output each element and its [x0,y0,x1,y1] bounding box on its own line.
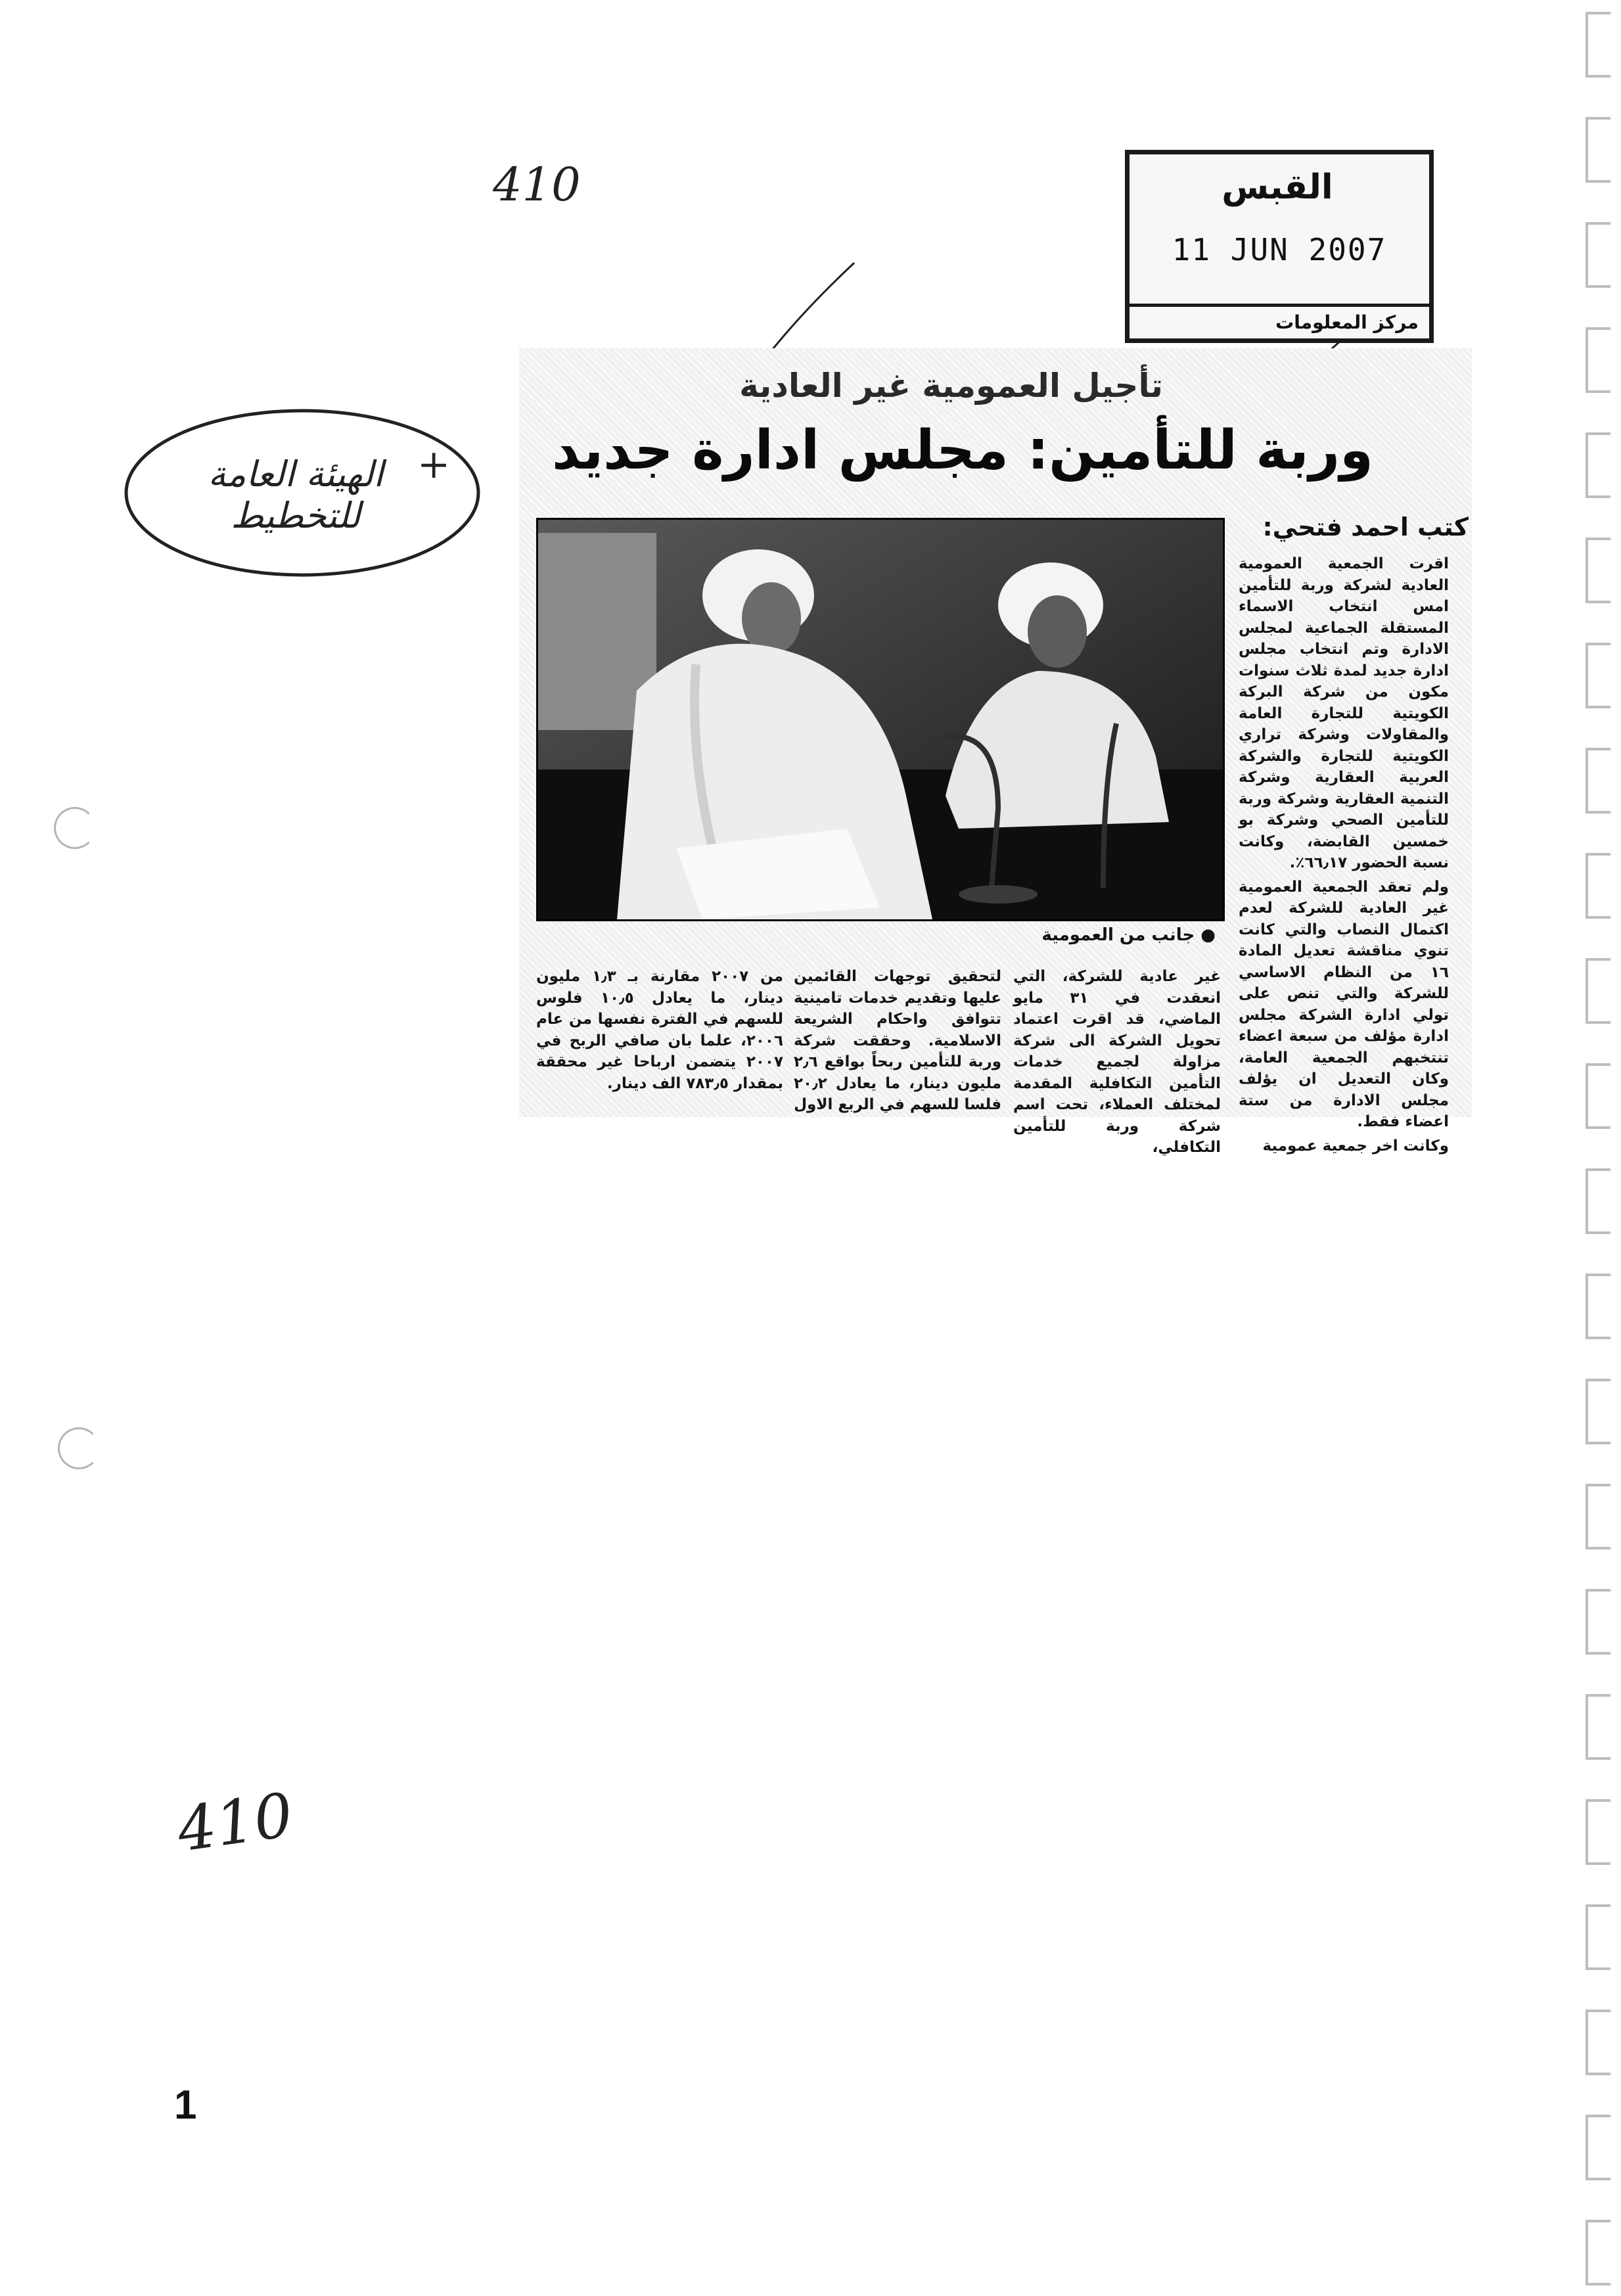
binder-tab [1586,1484,1610,1550]
article-column: لتحقيق توجهات القائمين عليها وتقديم خدمات تامينية تتوافق واحكام الشريعة الاسلامية. وحققت شركة وربة للتأمين ربحاً بواقع ٢٫٦ مليون دينار، ما يعادل ٢٠٫٢ فلسا للسهم في الربع الاول [794,968,1001,1113]
binder-tab [1586,327,1610,393]
article-photo [536,518,1225,921]
binder-tab [1586,12,1610,78]
circled-note-text: الهيئة العامة للتخطيط [208,453,384,536]
binder-tab [1586,1904,1610,1970]
binder-tab [1586,117,1610,183]
photo-caption: ● جانب من العمومية [1041,925,1216,945]
binder-tab [1586,2009,1610,2075]
article-byline: كتب احمد فتحي: [1262,513,1469,541]
handwritten-lower-number: 410 [173,1779,298,1866]
binder-tab [1586,1799,1610,1865]
handwritten-mark: + [417,442,451,488]
binder-tab [1586,643,1610,708]
binder-tab [1586,1168,1610,1234]
article-paragraph: ولم تعقد الجمعية العمومية غير العادية للشركة لعدم اكتمال النصاب والتي كانت تنوي مناقشة تعديل المادة ١٦ من النظام الاساسي للشركة والتي تنص على تولي ادارة الشركة مجلس ادارة مؤلف من سبعة اعضاء تنتخبهم الجمعية العامة، وكان التعديل ان يؤلف مجلس الادارة من ستة اعضاء فقط. [1239,878,1449,1130]
binder-tab [1586,1063,1610,1129]
stamp-footer: مركز المعلومات [1130,304,1429,338]
binder-tab [1586,538,1610,603]
article-paragraph: وكانت اخر جمعية عمومية [1262,1137,1449,1155]
newspaper-logo: القبس [1221,168,1333,207]
binder-tab [1586,1379,1610,1444]
stamp-date: 11 JUN 2007 [1172,232,1387,267]
handwritten-number: 410 [493,158,581,212]
binder-tab [1586,2220,1610,2285]
punch-hole [54,807,96,849]
article-column: غير عادية للشركة، التي انعقدت في ٣١ مايو الماضي، قد اقرت اعتماد تحويل الشركة الى شركة مزاولة لجميع خدمات التأمين التكافلية المقدمة لمختلف العملاء، تحت اسم شركة وربة للتأمين التكافلي، [1013,968,1221,1156]
punch-hole [58,1427,100,1469]
newspaper-date-stamp [1125,150,1434,343]
binder-tab [1586,748,1610,814]
binder-tab [1586,958,1610,1024]
newspaper-clipping [519,348,1472,1156]
binder-tab-strip [1580,0,1621,2296]
binder-tab [1586,1274,1610,1339]
binder-tab [1586,2115,1610,2180]
article-column: من ٢٠٠٧ مقارنة بـ ١٫٣ مليون دينار، ما يعادل ١٠٫٥ فلوس للسهم في الفترة نفسها من عام ٢٠٠٦، علما بان صافي الربح في ٢٠٠٧ يتضمن ارباحا غير محققة بمقدار ٧٨٣٫٥ الف دينار. [536,968,783,1092]
article-column-right [1239,553,1449,1159]
binder-tab [1586,1694,1610,1760]
article-paragraph: اقرت الجمعية العمومية العادية لشركة وربة للتأمين امس انتخاب الاسماء المستقلة الجماعية لمجلس الادارة وتم انتخاب مجلس ادارة جديد لمدة ثلاث سنوات مكون من شركة البركة الكويتية للتجارة العامة والمقاولات وشركة تراري الكويتية للتجارة والشركة العربية العقارية وشركة التنمية العقارية وشركة وربة للتأمين الصحي وشركة بو خمسين القابضة، وكانت نسبة الحضور ٦٦٫١٧٪. [1239,555,1449,871]
article-kicker: تأجيل العمومية غير العادية [739,367,1163,405]
article-headline: وربة للتأمين: مجلس ادارة جديد [551,419,1373,482]
binder-tab [1586,222,1610,288]
binder-tab [1586,432,1610,498]
page-number: 1 [174,2082,197,2128]
binder-tab [1586,1589,1610,1655]
binder-tab [1586,853,1610,919]
